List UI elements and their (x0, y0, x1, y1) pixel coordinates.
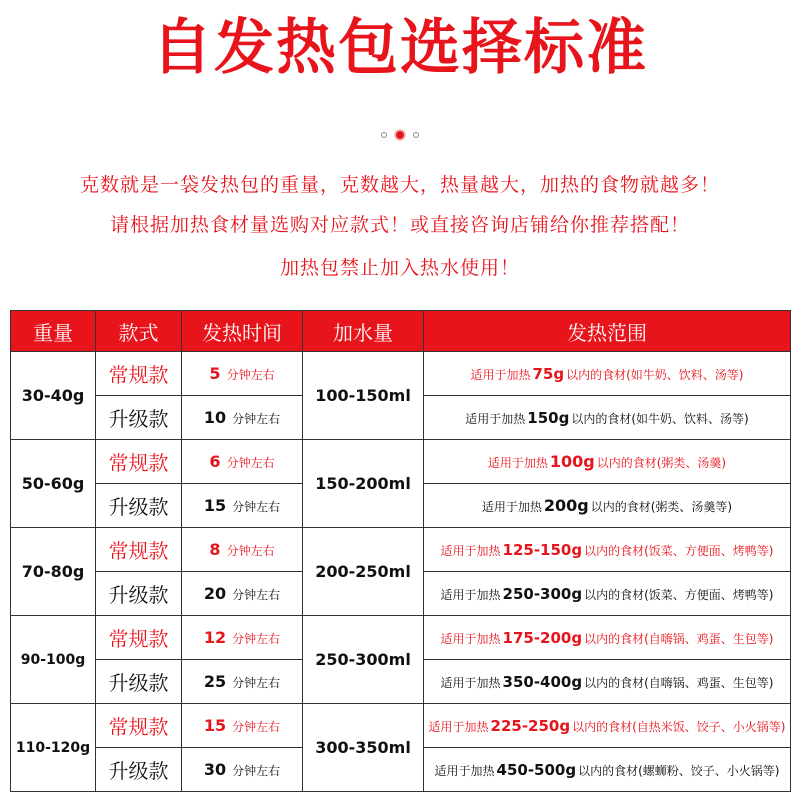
table-row (11, 616, 791, 660)
range-prefix: 适用于加热 (440, 631, 501, 646)
weight-cell: 90-100g (11, 616, 96, 704)
water-cell: 100-150ml (303, 352, 424, 440)
time-number: 5 (209, 364, 221, 383)
range-suffix: 以内的食材(饭菜、方便面、烤鸭等) (584, 587, 774, 602)
range-cell (424, 440, 791, 484)
time-unit: 分钟左右 (232, 632, 281, 646)
style-cell: 升级款 (96, 748, 182, 792)
style-cell: 升级款 (96, 660, 182, 704)
time-cell (182, 528, 303, 572)
range-cell (424, 704, 791, 748)
time-unit: 分钟左右 (232, 676, 281, 690)
range-cell (424, 484, 791, 528)
style-cell: 升级款 (96, 484, 182, 528)
range-prefix: 适用于加热 (434, 763, 495, 778)
range-cell (424, 528, 791, 572)
range-suffix: 以内的食材(如牛奶、饮料、汤等) (566, 367, 744, 382)
range-cell (424, 572, 791, 616)
range-grams: 150g (527, 408, 570, 427)
time-cell (182, 572, 303, 616)
weight-cell: 50-60g (11, 440, 96, 528)
style-cell: 常规款 (96, 616, 182, 660)
range-grams: 450-500g (496, 760, 577, 779)
table-row (11, 440, 791, 484)
carousel-pager (0, 128, 800, 142)
range-suffix: 以内的食材(粥类、汤羹) (596, 456, 727, 470)
table-row (11, 704, 791, 748)
spec-table (10, 310, 791, 792)
range-prefix: 适用于加热 (470, 367, 531, 382)
time-cell (182, 352, 303, 396)
pager-dot[interactable] (381, 132, 387, 138)
range-cell (424, 396, 791, 440)
range-grams: 175-200g (502, 628, 583, 647)
range-grams: 125-150g (502, 540, 583, 559)
range-prefix: 适用于加热 (481, 500, 542, 514)
header-water: 加水量 (303, 311, 424, 352)
time-number: 15 (203, 716, 227, 735)
header-weight: 重量 (11, 311, 96, 352)
water-cell: 250-300ml (303, 616, 424, 704)
range-prefix: 适用于加热 (487, 456, 548, 470)
time-cell (182, 616, 303, 660)
table-row (11, 352, 791, 396)
range-cell (424, 352, 791, 396)
time-unit: 分钟左右 (232, 588, 281, 602)
intro-line-3: 加热包禁止加入热水使用！ (279, 257, 520, 279)
time-number: 6 (209, 452, 221, 471)
pager-dot[interactable] (413, 132, 419, 138)
time-unit: 分钟左右 (232, 412, 281, 426)
range-cell (424, 660, 791, 704)
range-prefix: 适用于加热 (465, 411, 526, 426)
weight-cell: 30-40g (11, 352, 96, 440)
weight-cell: 110-120g (11, 704, 96, 792)
style-cell: 常规款 (96, 352, 182, 396)
range-suffix: 以内的食材(自嗨锅、鸡蛋、生包等) (584, 631, 774, 646)
weight-cell: 70-80g (11, 528, 96, 616)
water-cell: 150-200ml (303, 440, 424, 528)
intro-line-1: 克数就是一袋发热包的重量，克数越大，热量越大，加热的食物就越多！ (79, 174, 720, 196)
pager-dot-active[interactable] (394, 129, 406, 141)
time-unit: 分钟左右 (232, 720, 281, 734)
time-number: 25 (203, 672, 227, 691)
time-cell (182, 748, 303, 792)
header-heat-range: 发热范围 (424, 311, 791, 352)
style-cell: 常规款 (96, 704, 182, 748)
time-number: 8 (209, 540, 221, 559)
time-unit: 分钟左右 (226, 544, 275, 558)
range-prefix: 适用于加热 (428, 719, 489, 734)
page-title: 自发热包选择标准 (152, 13, 648, 83)
table-header-row (11, 311, 791, 352)
range-suffix: 以内的食材(如牛奶、饮料、汤等) (571, 411, 749, 426)
style-cell: 升级款 (96, 396, 182, 440)
range-grams: 225-250g (490, 716, 571, 735)
time-unit: 分钟左右 (226, 456, 275, 470)
range-suffix: 以内的食材(螺蛳粉、饺子、小火锅等) (578, 763, 780, 778)
time-cell (182, 440, 303, 484)
style-cell: 常规款 (96, 528, 182, 572)
range-suffix: 以内的食材(自嗨锅、鸡蛋、生包等) (584, 675, 774, 690)
range-suffix: 以内的食材(饭菜、方便面、烤鸭等) (584, 543, 774, 558)
range-grams: 200g (543, 496, 589, 515)
range-grams: 100g (549, 452, 595, 471)
time-cell (182, 660, 303, 704)
time-unit: 分钟左右 (232, 764, 281, 778)
time-cell (182, 396, 303, 440)
time-number: 12 (203, 628, 227, 647)
table-row (11, 528, 791, 572)
time-number: 20 (203, 584, 227, 603)
range-grams: 350-400g (502, 672, 583, 691)
time-cell (182, 704, 303, 748)
time-unit: 分钟左右 (226, 368, 275, 382)
water-cell: 200-250ml (303, 528, 424, 616)
range-prefix: 适用于加热 (440, 587, 501, 602)
range-grams: 75g (532, 364, 565, 383)
style-cell: 常规款 (96, 440, 182, 484)
header-heat-time: 发热时间 (182, 311, 303, 352)
time-unit: 分钟左右 (232, 500, 281, 514)
time-number: 10 (203, 408, 227, 427)
style-cell: 升级款 (96, 572, 182, 616)
intro-line-2: 请根据加热食材量选购对应款式！或直接咨询店铺给你推荐搭配！ (109, 214, 690, 236)
time-number: 30 (203, 760, 227, 779)
range-suffix: 以内的食材(粥类、汤羹等) (590, 500, 733, 514)
range-cell (424, 748, 791, 792)
time-cell (182, 484, 303, 528)
water-cell: 300-350ml (303, 704, 424, 792)
range-cell (424, 616, 791, 660)
header-style: 款式 (96, 311, 182, 352)
range-suffix: 以内的食材(自热米饭、饺子、小火锅等) (572, 719, 786, 734)
range-prefix: 适用于加热 (440, 675, 501, 690)
range-grams: 250-300g (502, 584, 583, 603)
range-prefix: 适用于加热 (440, 543, 501, 558)
time-number: 15 (203, 496, 227, 515)
